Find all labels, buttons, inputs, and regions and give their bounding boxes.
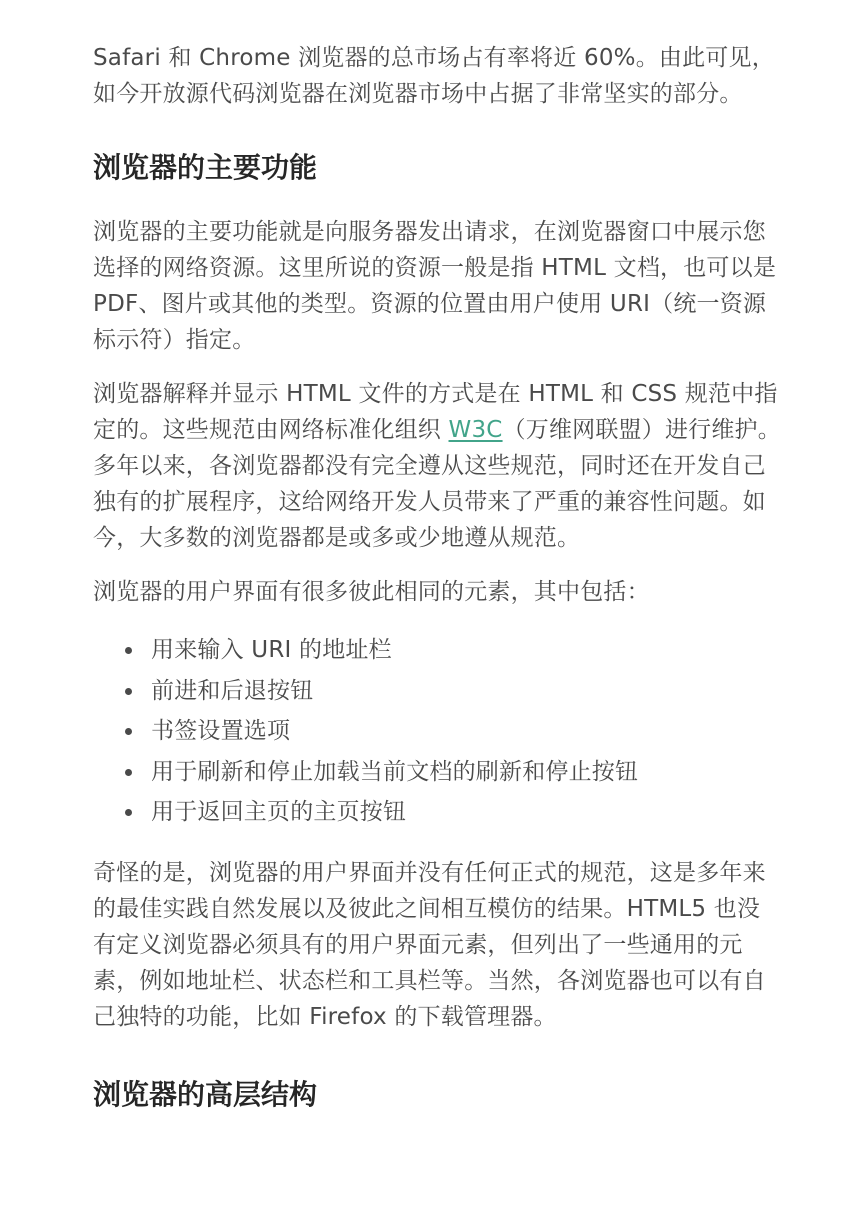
list-item: [151, 792, 783, 833]
paragraph-specs: [93, 376, 783, 448]
bullet-icon: [125, 769, 132, 776]
paragraph-no-ui-standard: 奇怪的是，浏览器的用户界面并没有任何正式的规范，这是多年来的最佳实践自然发展以及彼此之间相互模仿的结果。HTML5 也没有定义浏览器必须具有的用户界面元素，但列出了一些通用的元素，例如地址栏、状态栏和工具栏等。当然，各浏览器也可以有自己独特的功能，比如 Firefox 的下载管理器。: [93, 859, 766, 1030]
list-item-text: 用来输入 URI 的地址栏: [151, 637, 392, 663]
bullet-icon: [125, 647, 132, 654]
article-content: [93, 40, 783, 1115]
list-item-text: 用于刷新和停止加载当前文档的刷新和停止按钮: [151, 758, 639, 785]
list-item: [151, 671, 783, 712]
intro-paragraph: Safari 和 Chrome 浏览器的总市场占有率将近 60%。由此可见，如今开放源代码浏览器在浏览器市场中占据了非常坚实的部分。: [93, 45, 775, 107]
list-item-text: 前进和后退按钮: [151, 677, 314, 704]
list-item: [151, 711, 783, 752]
paragraph-specs-text-after: （万维网联盟）进行维护。: [502, 417, 781, 443]
section-heading-high-level-structure: 浏览器的高层结构: [93, 1077, 318, 1111]
w3c-link[interactable]: W3C: [448, 417, 503, 443]
paragraph-main-functions: 浏览器的主要功能就是向服务器发出请求，在浏览器窗口中展示您选择的网络资源。这里所说的资源一般是指 HTML 文档，也可以是 PDF、图片或其他的类型。资源的位置由用户使用 URI（统一资源标示符）指定。: [93, 219, 777, 353]
section-heading-main-functions: 浏览器的主要功能: [93, 151, 318, 184]
bullet-icon: [125, 728, 132, 735]
bullet-icon: [125, 809, 132, 816]
paragraph-ui-elements-intro: 浏览器的用户界面有很多彼此相同的元素，其中包括：: [93, 579, 650, 605]
paragraph-specs-text-before: 浏览器解释并显示 HTML 文件的方式是在 HTML 和 CSS 规范中指定的。这些规范由网络标准化组织: [93, 381, 778, 443]
list-item-text: 书签设置选项: [151, 718, 291, 744]
list-item-text: 用于返回主页的主页按钮: [151, 799, 407, 825]
paragraph-compatibility: 多年以来，各浏览器都没有完全遵从这些规范，同时还在开发自己独有的扩展程序，这给网络开发人员带来了严重的兼容性问题。如今，大多数的浏览器都是或多或少地遵从规范。: [93, 453, 766, 551]
list-item: [151, 630, 783, 671]
ui-elements-list: [93, 630, 783, 833]
list-item: [151, 752, 783, 793]
bullet-icon: [125, 688, 132, 695]
